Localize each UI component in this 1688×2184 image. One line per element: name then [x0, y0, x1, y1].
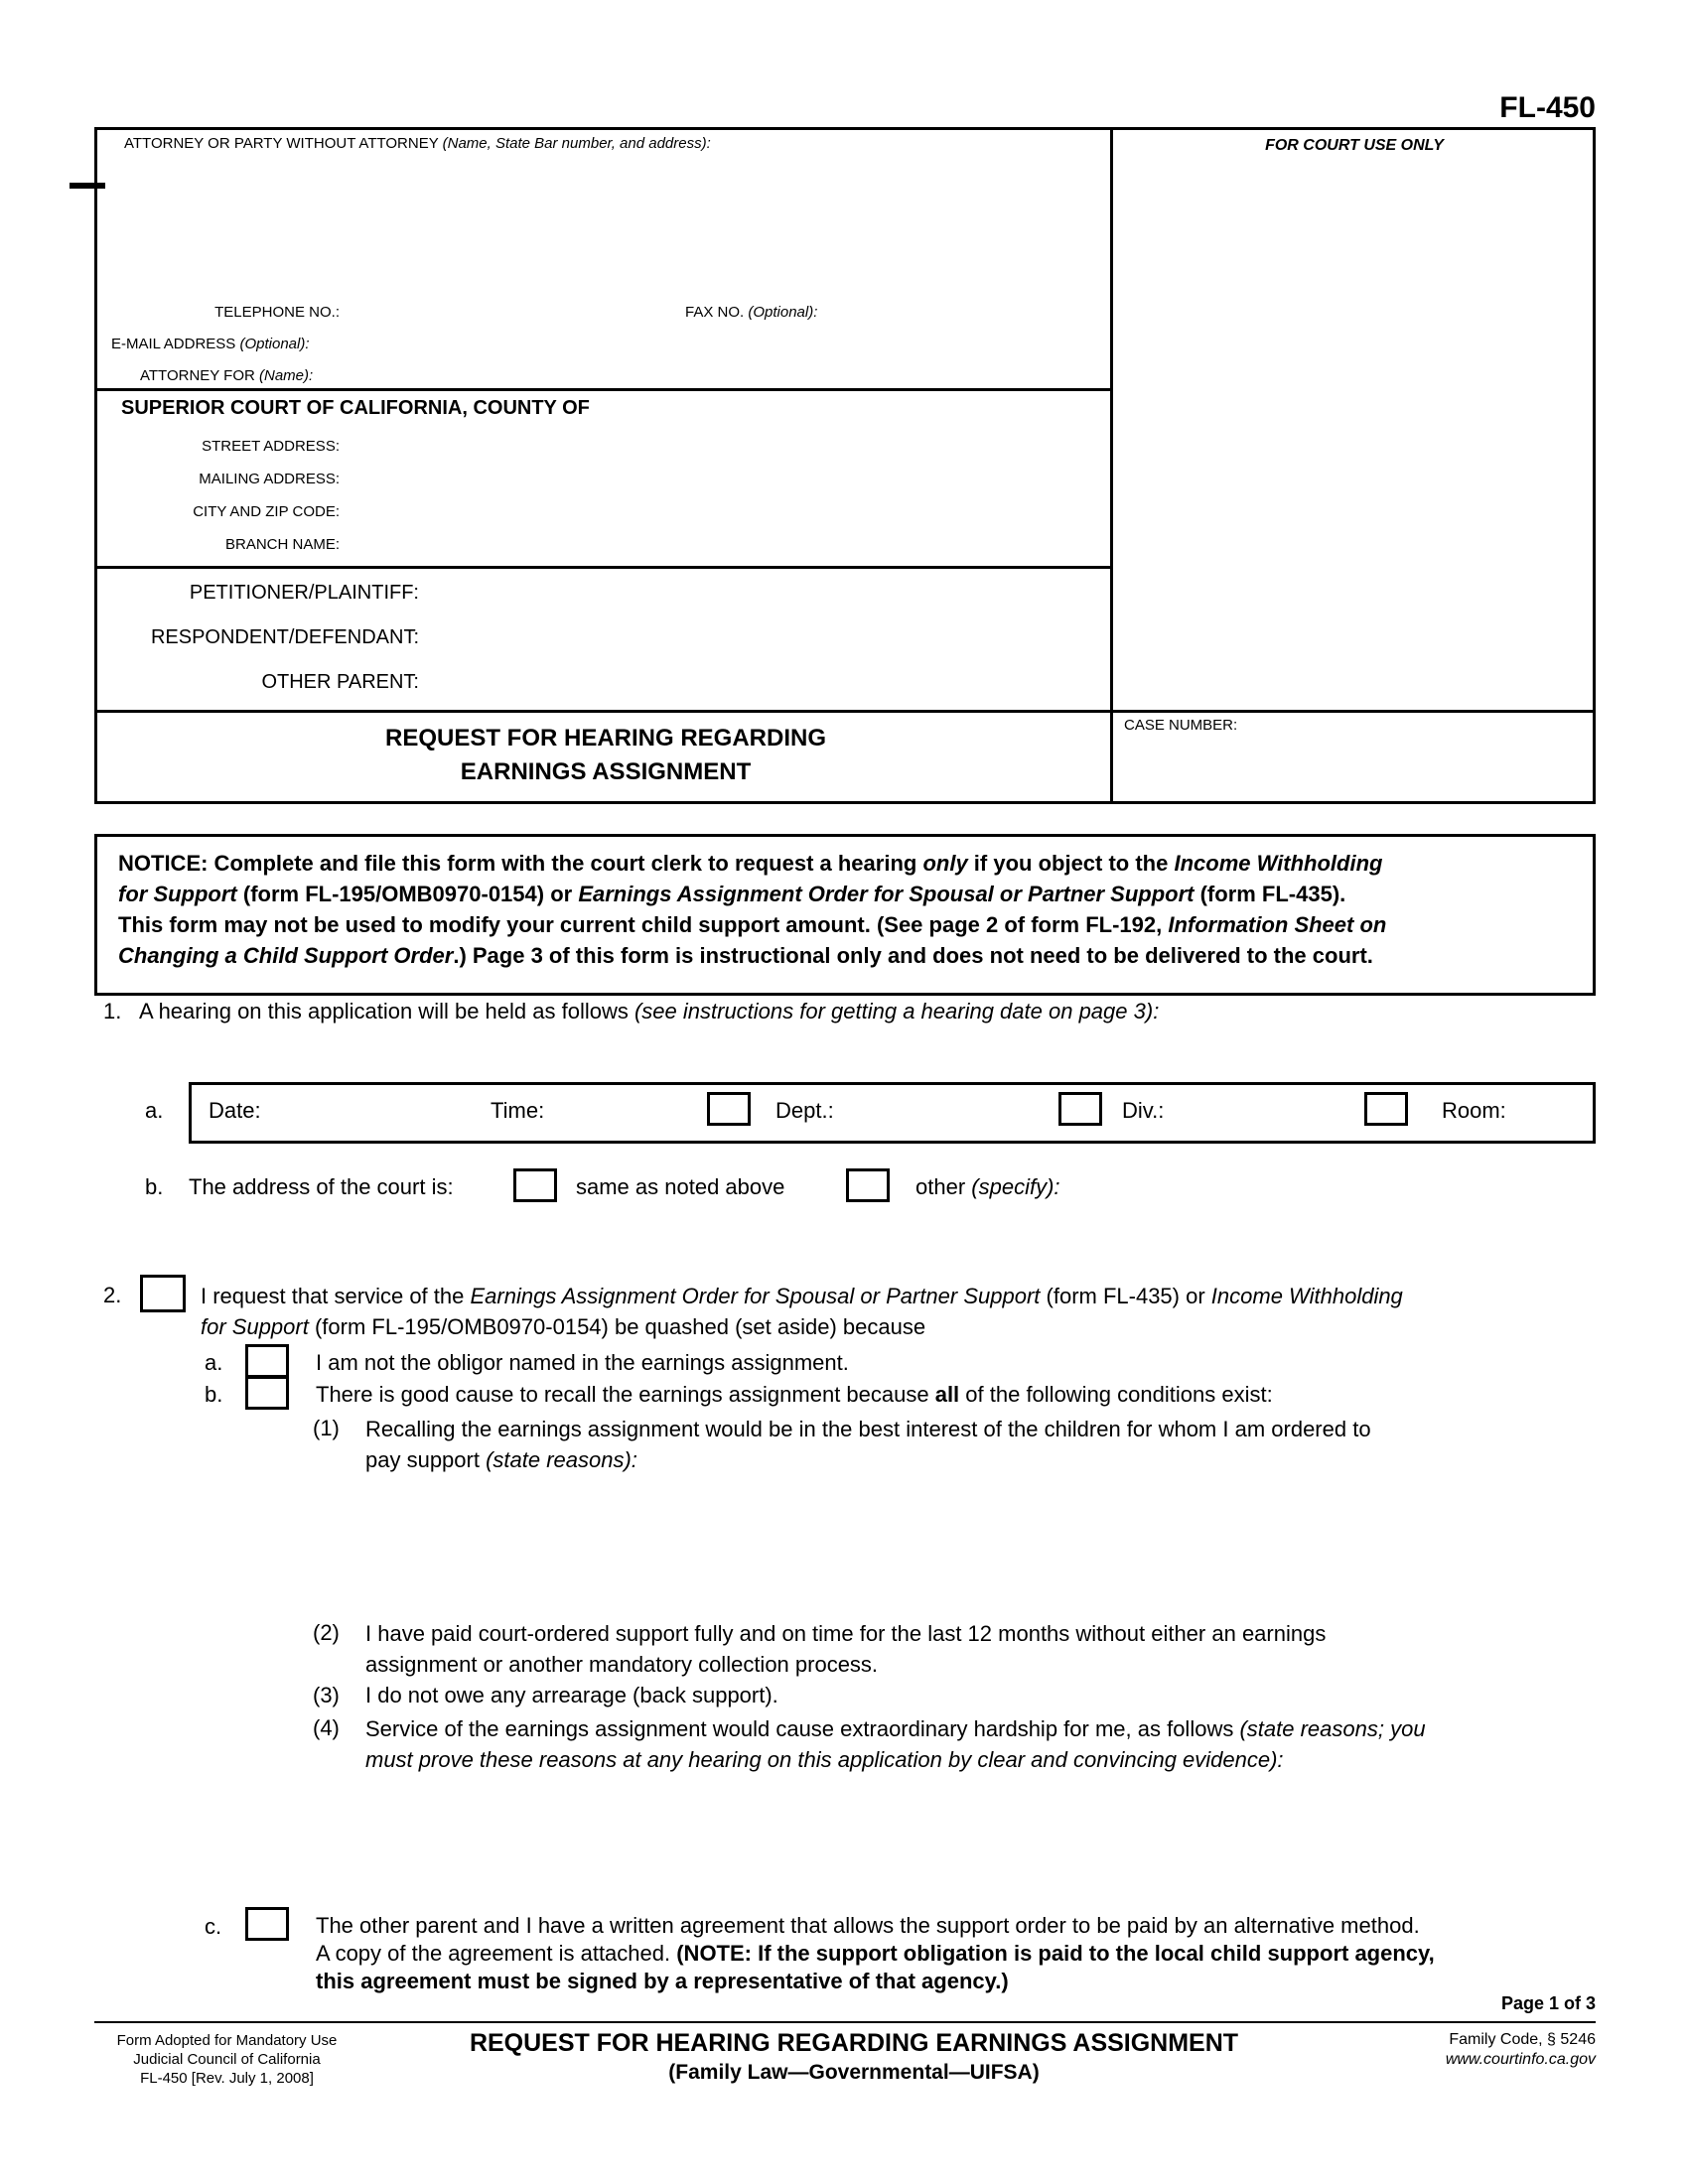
notice-line: Changing a Child Support Order.) Page 3 of this form is instructional only and does not need to be delivered to the court. — [118, 943, 1373, 968]
registration-dash — [70, 183, 105, 189]
item2-intro-line: for Support (form FL-195/OMB0970-0154) be quashed (set aside) because — [201, 1314, 926, 1339]
petitioner-label: PETITIONER/PLAINTIFF: — [189, 582, 419, 604]
caption-table-divider — [1110, 127, 1113, 804]
page-indicator: Page 1 of 3 — [1500, 1993, 1596, 2013]
case-number-field[interactable] — [1120, 743, 1587, 797]
checkbox-same-address[interactable] — [513, 1168, 557, 1202]
footer-left-line: FL-450 [Rev. July 1, 2008] — [140, 2070, 314, 2087]
attorney-for-field[interactable] — [367, 361, 1062, 387]
item2-intro-line: I request that service of the Earnings Assignment Order for Spousal or Partner Support (form FL-435) or Income Withholding — [201, 1284, 1403, 1308]
item2b4-line: Service of the earnings assignment would cause extraordinary hardship for me, as follows (state reasons; you — [365, 1716, 1426, 1741]
form-number: FL-450 — [1499, 91, 1596, 124]
footer-url: www.courtinfo.ca.gov — [1445, 2051, 1596, 2068]
item2b1-line: pay support (state reasons): — [365, 1447, 637, 1472]
street-address-label: STREET ADDRESS: — [202, 438, 340, 455]
item1b-text: The address of the court is: — [189, 1174, 454, 1199]
email-field[interactable] — [367, 330, 1062, 357]
hearing-div-field[interactable] — [1184, 1090, 1352, 1134]
notice-line: This form may not be used to modify your current child support amount. (See page 2 of form FL-192, Information Sheet on — [118, 912, 1387, 937]
branch-name-label: BRANCH NAME: — [224, 536, 340, 553]
hardship-reasons-area[interactable] — [365, 1782, 1587, 1886]
item2b-text: There is good cause to recall the earnings assignment because all of the following conditions exist: — [316, 1382, 1273, 1407]
item2b4-text — [365, 1713, 1597, 1775]
item2-intro — [201, 1281, 1596, 1342]
item2b1-text — [365, 1414, 1597, 1475]
item2c-label: c. — [205, 1914, 222, 1939]
item1a-label: a. — [145, 1098, 164, 1123]
item2b4-line: must prove these reasons at any hearing on this application by clear and convincing evidence): — [365, 1747, 1284, 1772]
respondent-field[interactable] — [437, 622, 1092, 656]
item2b2-line: I have paid court-ordered support fully and on time for the last 12 months without either an earnings — [365, 1621, 1327, 1646]
hearing-dept-label: Dept.: — [775, 1098, 834, 1123]
item2-number: 2. — [103, 1283, 122, 1307]
notice-line: for Support (form FL-195/OMB0970-0154) or Earnings Assignment Order for Spousal or Partner Support (form FL-435). — [118, 882, 1346, 906]
telephone-label: TELEPHONE NO.: — [214, 304, 340, 321]
attorney-info-field[interactable] — [111, 164, 1094, 293]
checkbox-written-agreement[interactable] — [245, 1907, 289, 1941]
mailing-address-label: MAILING ADDRESS: — [199, 471, 340, 487]
same-address-label: same as noted above — [576, 1174, 785, 1199]
recall-reasons-area[interactable] — [365, 1484, 1587, 1608]
item2c-text — [316, 1912, 1597, 1995]
footer-title: REQUEST FOR HEARING REGARDING EARNINGS ASSIGNMENT — [469, 2029, 1239, 2057]
other-parent-field[interactable] — [437, 667, 1092, 701]
hearing-time-label: Time: — [491, 1098, 545, 1123]
notice-line: NOTICE: Complete and file this form with the court clerk to request a hearing only if you object to the Income Withholding — [118, 851, 1383, 876]
other-address-specify-field[interactable] — [1102, 1168, 1589, 1202]
fax-label: FAX NO. (Optional): — [685, 304, 818, 321]
footer-rule — [94, 2021, 1596, 2023]
item2b2-label: (2) — [313, 1620, 340, 1645]
court-use-only-label: FOR COURT USE ONLY — [1265, 137, 1444, 154]
footer-left-line: Form Adopted for Mandatory Use — [116, 2032, 338, 2049]
footer-subtitle: (Family Law—Governmental—UIFSA) — [668, 2061, 1040, 2084]
item1-number: 1. — [103, 999, 122, 1024]
footer-left-line: Judicial Council of California — [133, 2051, 321, 2068]
attorney-court-separator — [94, 388, 1113, 391]
item2b1-line: Recalling the earnings assignment would be in the best interest of the children for whom I am ordered to — [365, 1417, 1371, 1441]
hearing-date-field[interactable] — [283, 1090, 477, 1134]
checkbox-not-obligor[interactable] — [245, 1344, 289, 1378]
respondent-label: RESPONDENT/DEFENDANT: — [150, 626, 419, 648]
item2a-text: I am not the obligor named in the earnings assignment. — [316, 1350, 849, 1375]
petitioner-field[interactable] — [437, 578, 1092, 612]
item2b4-label: (4) — [313, 1715, 340, 1740]
city-zip-field[interactable] — [352, 499, 1092, 525]
item2c-line: The other parent and I have a written agreement that allows the support order to be paid by an alternative method. — [316, 1913, 1420, 1938]
case-number-label: CASE NUMBER: — [1124, 717, 1238, 734]
hearing-room-label: Room: — [1442, 1098, 1506, 1123]
hearing-dept-field[interactable] — [852, 1090, 1046, 1134]
county-field[interactable] — [645, 395, 1097, 423]
court-name-label: SUPERIOR COURT OF CALIFORNIA, COUNTY OF — [121, 397, 590, 419]
item2b3-label: (3) — [313, 1683, 340, 1707]
checkbox-room[interactable] — [1364, 1092, 1408, 1126]
footer-left-block — [95, 2031, 358, 2088]
attorney-for-label: ATTORNEY FOR (Name): — [140, 367, 314, 384]
email-label: E-MAIL ADDRESS (Optional): — [111, 336, 310, 352]
fax-field[interactable] — [874, 298, 1097, 326]
checkbox-other-address[interactable] — [846, 1168, 890, 1202]
item2b3-text: I do not owe any arrearage (back support). — [365, 1683, 778, 1707]
street-address-field[interactable] — [352, 434, 1092, 460]
telephone-field[interactable] — [350, 298, 667, 326]
checkbox-good-cause[interactable] — [245, 1376, 289, 1410]
item1b-label: b. — [145, 1174, 164, 1199]
form-title-line2: EARNINGS ASSIGNMENT — [460, 758, 752, 785]
footer-code-reference: Family Code, § 5246 — [1449, 2031, 1596, 2048]
title-row-separator — [94, 710, 1596, 713]
hearing-time-field[interactable] — [561, 1090, 695, 1134]
item2c-line: A copy of the agreement is attached. (NOTE: If the support obligation is paid to the local child support agency, — [316, 1941, 1435, 1966]
item2b1-label: (1) — [313, 1416, 340, 1440]
checkbox-div[interactable] — [1058, 1092, 1102, 1126]
item2b2-text — [365, 1618, 1597, 1680]
checkbox-dept[interactable] — [707, 1092, 751, 1126]
item1-intro: A hearing on this application will be held as follows (see instructions for getting a hearing date on page 3): — [139, 999, 1160, 1024]
hearing-div-label: Div.: — [1122, 1098, 1165, 1123]
hearing-date-label: Date: — [209, 1098, 261, 1123]
other-address-label: other (specify): — [915, 1174, 1060, 1199]
other-parent-label: OTHER PARENT: — [261, 671, 419, 693]
item2a-label: a. — [205, 1350, 223, 1375]
branch-name-field[interactable] — [352, 532, 1092, 558]
item2c-line: this agreement must be signed by a representative of that agency.) — [316, 1969, 1009, 1993]
court-parties-separator — [94, 566, 1113, 569]
notice-text — [118, 848, 1583, 971]
item2b-label: b. — [205, 1382, 223, 1407]
mailing-address-field[interactable] — [352, 467, 1092, 492]
checkbox-request-quash[interactable] — [140, 1275, 186, 1312]
city-zip-label: CITY AND ZIP CODE: — [193, 503, 340, 520]
attorney-label: ATTORNEY OR PARTY WITHOUT ATTORNEY (Name, State Bar number, and address): — [124, 135, 711, 152]
hearing-room-field[interactable] — [1517, 1090, 1592, 1134]
form-title-line1: REQUEST FOR HEARING REGARDING — [384, 725, 827, 751]
item2b2-line: assignment or another mandatory collection process. — [365, 1652, 879, 1677]
